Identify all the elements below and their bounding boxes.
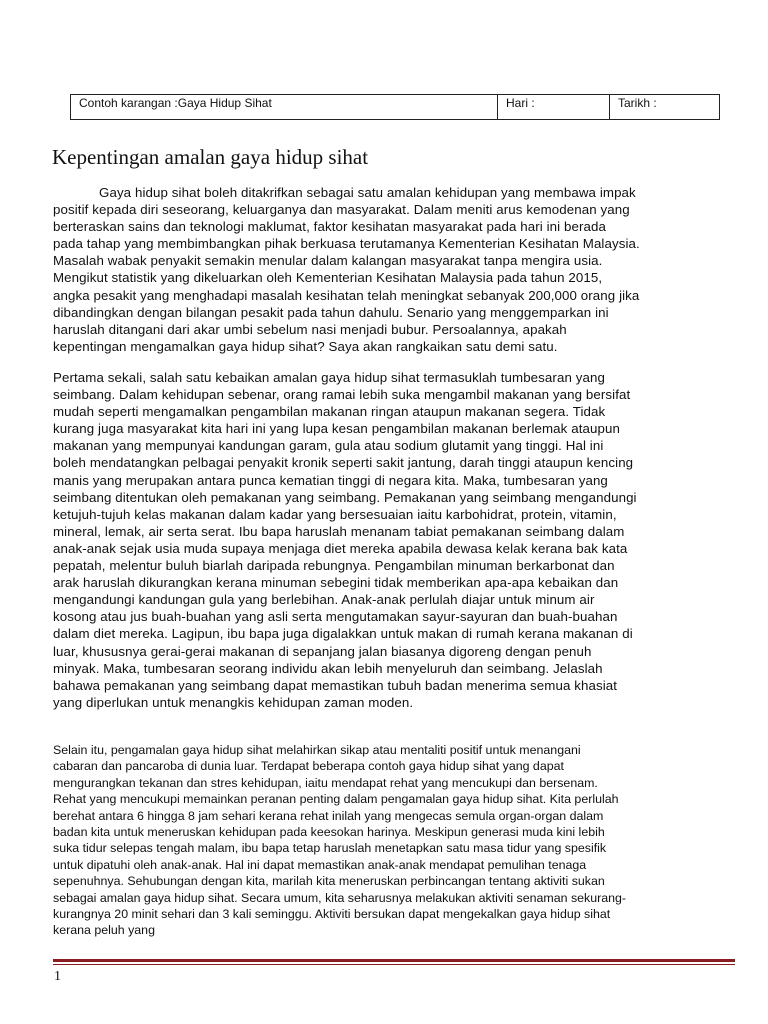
paragraph-line: seimbang ditentukan oleh pemakanan yang seimbang. Pemakanan yang seimbang mengandungi bbox=[53, 489, 637, 505]
paragraph-line: minyak. Maka, tumbesaran seorang individu akan lebih menyeluruh dan seimbang. Jelaslah bbox=[53, 660, 603, 676]
paragraph-line: kerana peluh yang bbox=[53, 923, 155, 938]
document-title: Kepentingan amalan gaya hidup sihat bbox=[52, 145, 369, 169]
paragraph-line: yang diperlukan untuk menangkis kehidupan zaman moden. bbox=[53, 694, 414, 710]
paragraph-line: berteraskan sains dan teknologi maklumat, faktor kesihatan masyarakat pada hari ini berada bbox=[53, 219, 606, 235]
paragraph-line: pepatah, melentur buluh biarlah daripada rebungnya. Pengambilan minuman berkarbonat dan bbox=[53, 558, 615, 574]
header-topic-cell bbox=[71, 95, 498, 120]
paragraph-line: berehat antara 6 hingga 8 jam sehari kerana rehat inilah yang mengecas semula organ-organ dalam bbox=[53, 808, 604, 823]
paragraph-line: mengandungi kandungan gula yang berlebihan. Anak-anak perlulah diajar untuk minum air bbox=[53, 592, 595, 608]
header-date-label: Tarikh : bbox=[618, 96, 657, 110]
paragraph-line: kurang juga masyarakat kita hari ini yang lupa kesan pengambilan makanan berlemak ataupun bbox=[53, 421, 620, 437]
paragraph-line: angka pesakit yang menghadapi masalah kesihatan telah meningkat sebanyak 200,000 orang jika bbox=[53, 287, 640, 303]
paragraph-line: untuk dipatuhi oleh anak-anak. Hal ini dapat memastikan anak-anak mendapat pemulihan tenaga bbox=[53, 857, 587, 872]
paragraph-line: pada tahap yang membimbangkan pihak berkuasa terutamanya Kementerian Kesihatan Malaysia. bbox=[53, 236, 640, 252]
footer-divider bbox=[53, 959, 735, 965]
paragraph-line: seimbang. Dalam kehidupan sebenar, orang ramai lebih suka mengambil makanan yang bersifat bbox=[53, 387, 631, 403]
header-day-label: Hari : bbox=[506, 96, 535, 110]
header-row bbox=[71, 95, 720, 120]
paragraph-line: kosong atau jus buah-buahan yang asli serta mengutamakan sayur-sayuran dan buah-buahan bbox=[53, 609, 618, 625]
footer-divider-thick bbox=[53, 959, 735, 962]
paragraph-line: sebagai amalan gaya hidup sihat. Secara umum, kita seharusnya melakukan aktiviti senaman sekurang- bbox=[53, 890, 627, 905]
paragraph-line: boleh mendatangkan pelbagai penyakit kronik seperti sakit jantung, darah tinggi ataupun kencing bbox=[53, 455, 634, 471]
paragraph-line: dibandingkan dengan bilangan pesakit pada tahun dahulu. Senario yang menggemparkan ini bbox=[53, 304, 609, 320]
header-date-cell bbox=[610, 95, 720, 120]
paragraph-line: makanan yang mempunyai kandungan garam, gula atau sodium glutamit yang tinggi. Hal ini bbox=[53, 438, 604, 454]
paragraph-line: mengurangkan tekanan dan stres kehidupan, iaitu mendapat rehat yang mencukupi dan bersenam. bbox=[53, 775, 598, 790]
paragraph-line: Selain itu, pengamalan gaya hidup sihat melahirkan sikap atau mentaliti positif untuk menangani bbox=[53, 743, 581, 757]
paragraph-line: Mengikut statistik yang dikeluarkan oleh Kementerian Kesihatan Malaysia pada tahun 2015, bbox=[53, 270, 603, 286]
paragraph-point-two bbox=[53, 742, 725, 939]
paragraph-point-one bbox=[53, 369, 725, 711]
paragraph-line: Gaya hidup sihat boleh ditakrifkan sebagai satu amalan kehidupan yang membawa impak bbox=[99, 185, 636, 200]
paragraph-line: suka tidur selepas tengah malam, ibu bapa tetap haruslah menetapkan satu masa tidur yang spesifik bbox=[53, 841, 607, 856]
paragraph-line: ketujuh-tujuh kelas makanan dalam kadar yang bersesuaian iaitu karbohidrat, protein, vitamin, bbox=[53, 506, 617, 522]
paragraph-line: bahawa pemakanan yang seimbang dapat memastikan tubuh badan menerima semua khasiat bbox=[53, 677, 618, 693]
header-table bbox=[70, 94, 720, 120]
header-topic: Contoh karangan :Gaya Hidup Sihat bbox=[79, 96, 272, 110]
paragraph-line: Rehat yang mencukupi memainkan peranan penting dalam pengamalan gaya hidup sihat. Kita perlulah bbox=[53, 792, 619, 807]
paragraph-line: badan kita untuk meneruskan kehidupan pada keesokan harinya. Meskipun generasi muda kini lebih bbox=[53, 825, 605, 840]
paragraph-line: cabaran dan pancaroba di dunia luar. Terdapat beberapa contoh gaya hidup sihat yang dapat bbox=[53, 759, 564, 774]
paragraph-line: mineral, lemak, air serta serat. Ibu bapa haruslah menanam tabiat pemakanan seimbang dalam bbox=[53, 523, 625, 539]
paragraph-line: anak-anak sejak usia muda supaya menjaga diet mereka apabila dewasa kelak kerana bak kata bbox=[53, 540, 628, 556]
paragraph-line: mudah seperti mengamalkan pengambilan makanan ringan ataupun makanan segera. Tidak bbox=[53, 404, 606, 420]
paragraph-line: kurangnya 20 minit sehari dan 3 kali seminggu. Aktiviti bersukan dapat mengekalkan gaya hidup sihat bbox=[53, 907, 611, 922]
paragraph-line: Masalah wabak penyakit semakin menular dalam kalangan masyarakat tanpa mengira usia. bbox=[53, 253, 603, 269]
paragraph-line: Pertama sekali, salah satu kebaikan amalan gaya hidup sihat termasuklah tumbesaran yang bbox=[53, 370, 605, 385]
paragraph-line: haruslah ditangani dari akar umbi sebelum nasi menjadi bubur. Persoalannya, apakah bbox=[53, 321, 567, 337]
paragraph-line: positif kepada diri seseorang, keluarganya dan masyarakat. Dalam meniti arus kemodenan yang bbox=[53, 202, 630, 218]
page-number: 1 bbox=[54, 969, 61, 984]
paragraph-line: manis yang merupakan antara punca kematian tinggi di negara kita. Maka, tumbesaran yang bbox=[53, 472, 608, 488]
paragraph-line: arak haruslah dikurangkan kerana minuman sebegini tidak memberikan apa-apa kebaikan dan bbox=[53, 575, 619, 591]
paragraph-line: kepentingan mengamalkan gaya hidup sihat? Saya akan rangkaikan satu demi satu. bbox=[53, 338, 558, 354]
paragraph-introduction bbox=[53, 184, 725, 355]
paragraph-line: dalam diet mereka. Lagipun, ibu bapa juga digalakkan untuk makan di rumah kerana makanan di bbox=[53, 626, 633, 642]
footer-divider-thin bbox=[53, 964, 735, 965]
header-day-cell bbox=[498, 95, 610, 120]
paragraph-line: sepenuhnya. Sehubungan dengan kita, marilah kita meneruskan perbincangan tentang aktiviti sukan bbox=[53, 874, 605, 889]
paragraph-line: luar, khususnya gerai-gerai makanan di sepanjang jalan biasanya digoreng dengan penuh bbox=[53, 643, 592, 659]
